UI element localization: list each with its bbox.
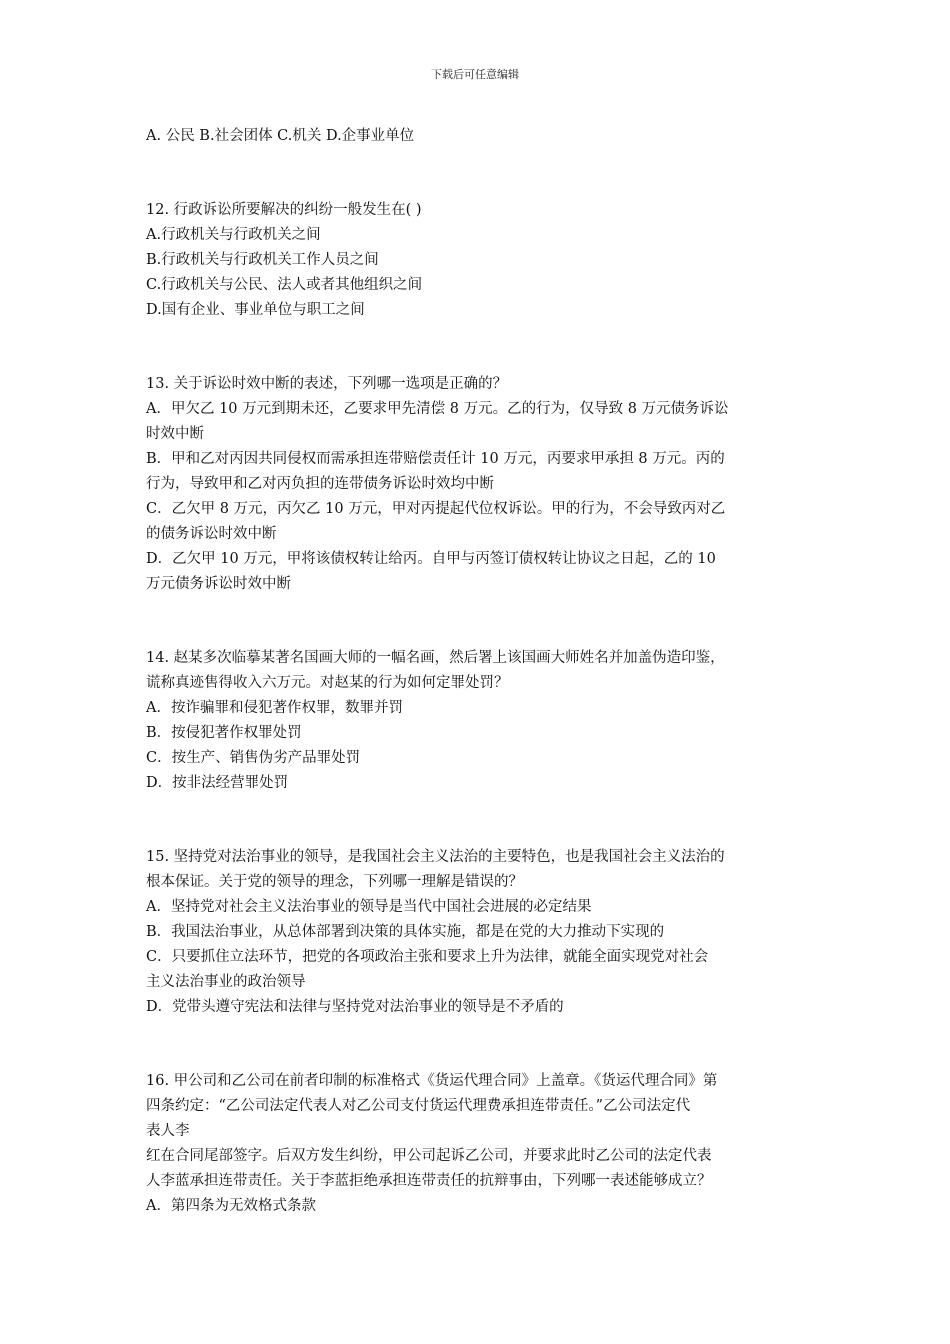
q13-option-a-line2: 时效中断 — [146, 426, 204, 442]
q14-option-b: B．按侵犯著作权罪处罚 — [146, 725, 302, 741]
q15-stem-line2: 根本保证。关于党的领导的理念，下列哪一理解是错误的？ — [146, 874, 523, 890]
spacer — [146, 149, 810, 198]
q16-stem-line5: 人李蓝承担连带责任。关于李蓝拒绝承担连带责任的抗辩事由，下列哪一表述能够成立？ — [146, 1173, 712, 1189]
spacer — [146, 597, 810, 646]
q11-options-line: A. 公民 B.社会团体 C.机关 D.企事业单位 — [146, 128, 415, 144]
question-16 — [146, 1069, 810, 1219]
q13-stem: 13. 关于诉讼时效中断的表述，下列哪一选项是正确的？ — [146, 376, 508, 392]
q13-option-d-line1: D．乙欠甲 10 万元，甲将该债权转让给丙。自甲与丙签订债权转让协议之日起，乙的 10 — [146, 551, 716, 567]
q12-option-a: A.行政机关与行政机关之间 — [146, 227, 321, 243]
q14-stem-line2: 谎称真迹售得收入六万元。对赵某的行为如何定罪处罚？ — [146, 675, 509, 691]
spacer — [146, 1020, 810, 1069]
q15-option-c-line1: C．只要抓住立法环节，把党的各项政治主张和要求上升为法律，就能全面实现党对社会 — [146, 949, 709, 965]
question-11-options — [146, 124, 810, 149]
question-15 — [146, 845, 810, 1020]
q12-option-d: D.国有企业、事业单位与职工之间 — [146, 302, 365, 318]
q16-stem-line4: 红在合同尾部签字。后双方发生纠纷，甲公司起诉乙公司，并要求此时乙公司的法定代表 — [146, 1148, 712, 1164]
q13-option-c-line1: C．乙欠甲 8 万元，丙欠乙 10 万元，甲对丙提起代位权诉讼。甲的行为，不会导致丙对乙 — [146, 501, 726, 517]
q16-option-a: A．第四条为无效格式条款 — [146, 1198, 316, 1214]
q13-option-b-line2: 行为，导致甲和乙对丙负担的连带债务诉讼时效均中断 — [146, 476, 494, 492]
q16-stem-line1: 16. 甲公司和乙公司在前者印制的标准格式《货运代理合同》上盖章。《货运代理合同》第 — [146, 1073, 718, 1089]
page-header-note: 下载后可任意编辑 — [431, 68, 519, 81]
q14-stem-line1: 14. 赵某多次临摹某著名国画大师的一幅名画，然后署上该国画大师姓名并加盖伪造印鉴， — [146, 650, 725, 666]
q15-option-c-line2: 主义法治事业的政治领导 — [146, 974, 306, 990]
q15-option-a: A．坚持党对社会主义法治事业的领导是当代中国社会进展的必定结果 — [146, 899, 592, 915]
question-14 — [146, 646, 810, 796]
q14-option-d: D．按非法经营罪处罚 — [146, 775, 289, 791]
question-13 — [146, 372, 810, 597]
q13-option-c-line2: 的债务诉讼时效中断 — [146, 526, 277, 542]
q12-stem: 12. 行政诉讼所要解决的纠纷一般发生在( ) — [146, 202, 422, 218]
spacer — [146, 323, 810, 372]
q14-option-c: C．按生产、销售伪劣产品罪处罚 — [146, 750, 361, 766]
document-body — [146, 124, 810, 1219]
q12-option-c: C.行政机关与公民、法人或者其他组织之间 — [146, 277, 423, 293]
q16-stem-line3: 表人李 — [146, 1123, 190, 1139]
q15-option-b: B．我国法治事业，从总体部署到决策的具体实施，都是在党的大力推动下实现的 — [146, 924, 665, 940]
question-12 — [146, 198, 810, 323]
q16-stem-line2: 四条约定：“乙公司法定代表人对乙公司支付货运代理费承担连带责任。”乙公司法定代 — [146, 1098, 691, 1114]
q13-option-a-line1: A．甲欠乙 10 万元到期未还，乙要求甲先清偿 8 万元。乙的行为，仅导致 8 万元债务诉讼 — [146, 401, 729, 417]
q13-option-b-line1: B．甲和乙对丙因共同侵权而需承担连带赔偿责任计 10 万元，丙要求甲承担 8 万元。丙的 — [146, 451, 725, 467]
q12-option-b: B.行政机关与行政机关工作人员之间 — [146, 252, 379, 268]
q13-option-d-line2: 万元债务诉讼时效中断 — [146, 576, 291, 592]
q15-stem-line1: 15. 坚持党对法治事业的领导，是我国社会主义法治的主要特色，也是我国社会主义法治的 — [146, 849, 725, 865]
q15-option-d: D．党带头遵守宪法和法律与坚持党对法治事业的领导是不矛盾的 — [146, 999, 564, 1015]
q14-option-a: A．按诈骗罪和侵犯著作权罪，数罪并罚 — [146, 700, 403, 716]
spacer — [146, 796, 810, 845]
